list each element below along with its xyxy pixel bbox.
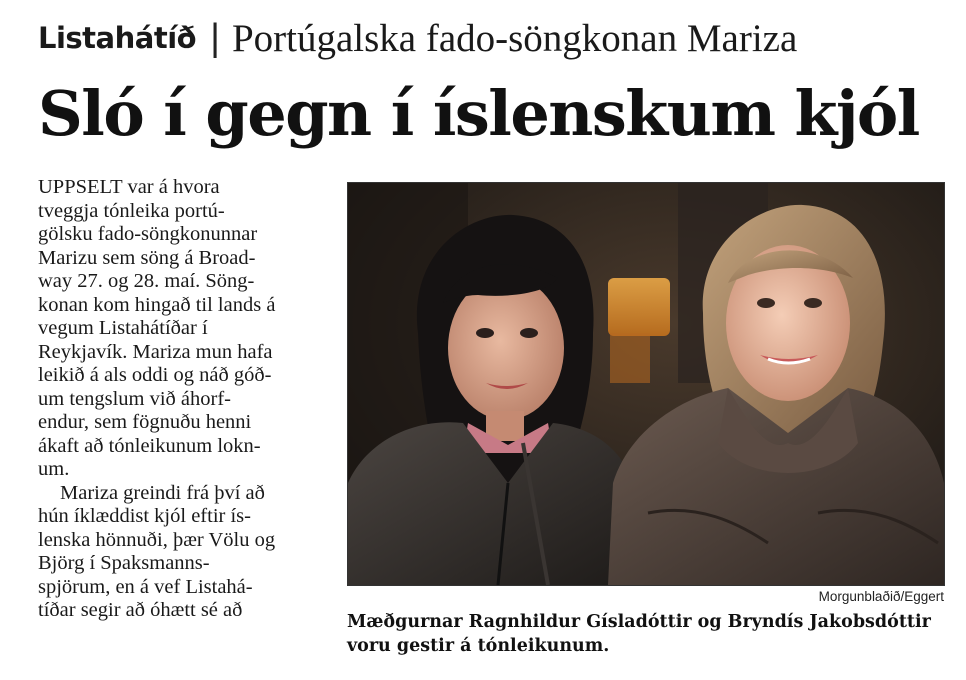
body-line: way 27. og 28. maí. Söng- bbox=[38, 270, 255, 292]
body-line: um tengslum við áhorf- bbox=[38, 387, 232, 410]
body-line: vegum Listahátíðar í bbox=[38, 317, 208, 339]
body-line: UPPSELT var á hvora bbox=[38, 176, 220, 198]
body-line: tíðar segir að óhætt sé að bbox=[38, 599, 243, 621]
kicker-separator: | bbox=[210, 16, 220, 59]
photo-caption bbox=[347, 610, 957, 658]
article-subtitle: Portúgalska fado-söngkonan Mariza bbox=[231, 16, 798, 60]
section-kicker: Listahátíð bbox=[38, 21, 197, 55]
body-line: spjörum, en á vef Listahá- bbox=[38, 575, 253, 598]
article-headline: Sló í gegn í íslenskum kjól bbox=[38, 77, 919, 150]
body-line: Björg í Spaksmanns- bbox=[38, 552, 210, 574]
caption-line: voru gestir á tónleikunum. bbox=[347, 636, 610, 656]
body-line: Mariza greindi frá því að bbox=[60, 481, 265, 504]
body-line: tveggja tónleika portú- bbox=[38, 199, 225, 222]
article-photo bbox=[347, 182, 945, 586]
caption-line: Mæðgurnar Ragnhildur Gísladóttir og Bryndís Jakobsdóttir bbox=[347, 612, 931, 632]
body-line: ákaft að tónleikunum lokn- bbox=[38, 434, 261, 457]
body-line: Reykjavík. Mariza mun hafa bbox=[38, 340, 273, 363]
body-line: konan kom hingað til lands á bbox=[38, 293, 276, 316]
body-line: Marizu sem söng á Broad- bbox=[38, 246, 256, 269]
body-line: gölsku fado-söngkonunnar bbox=[38, 223, 258, 245]
photo-credit: Morgunblaðið/Eggert bbox=[818, 589, 944, 604]
article-body bbox=[38, 176, 310, 623]
body-line: endur, sem fögnuðu henni bbox=[38, 411, 252, 433]
body-line: um. bbox=[38, 458, 70, 480]
section-header bbox=[38, 14, 958, 62]
body-line: leikið á als oddi og náð góð- bbox=[38, 364, 272, 386]
photo-illustration bbox=[348, 183, 944, 585]
body-line: hún íklæddist kjól eftir ís- bbox=[38, 505, 251, 527]
body-line: lenska hönnuði, þær Völu og bbox=[38, 528, 276, 551]
